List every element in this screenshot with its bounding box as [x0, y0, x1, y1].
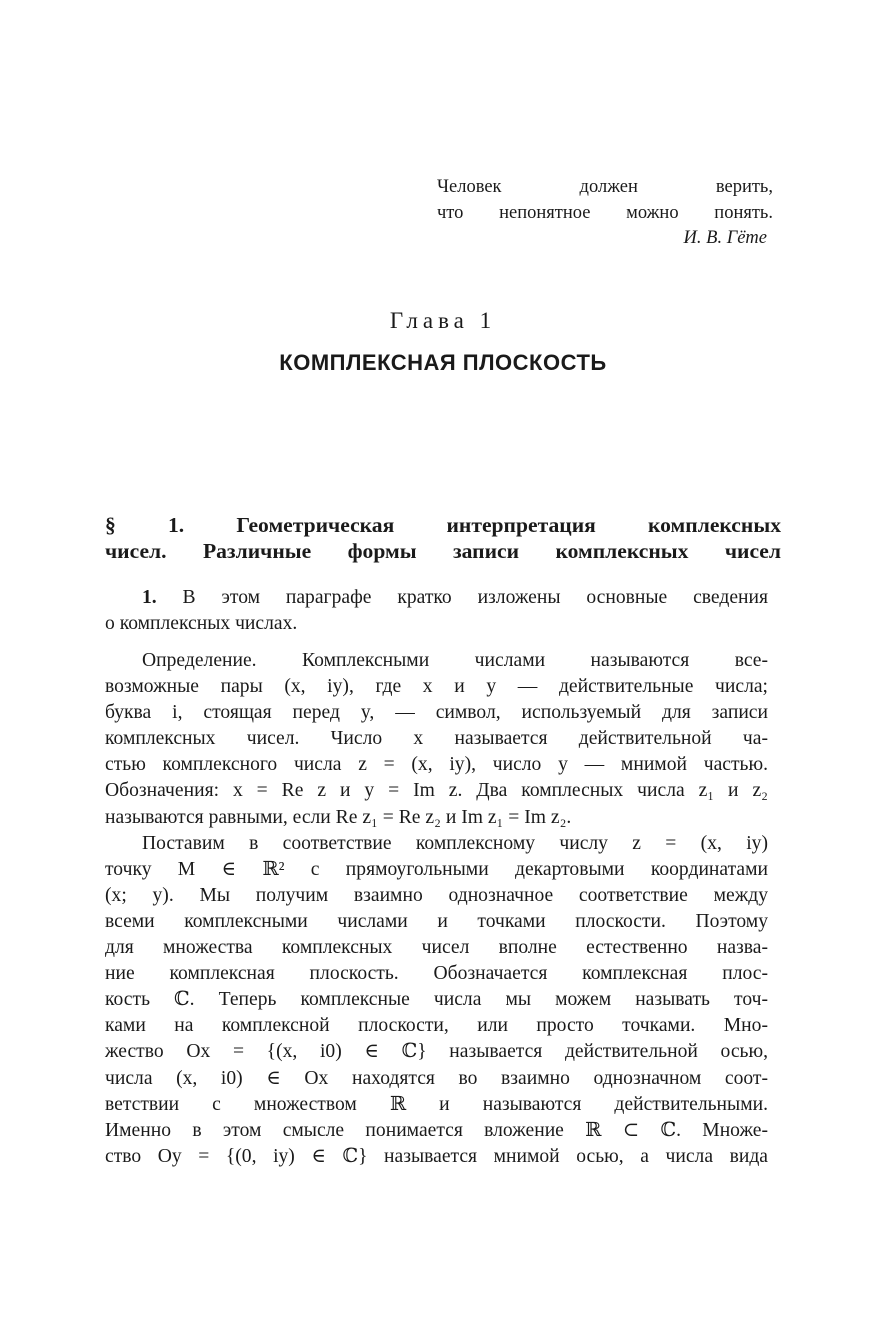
text-line — [105, 585, 768, 611]
text-line: точку M ∈ ℝ² с прямоугольными декартовыми координатами — [105, 858, 768, 880]
text-line: ство Oy = {(0, iy) ∈ ℂ} называется мнимой осью, а числа вида — [105, 1145, 768, 1167]
text-line: стью комплексного числа z = (x, iy), число y — мнимой частью. — [105, 754, 768, 776]
text-line: жество Ox = {(x, i0) ∈ ℂ} называется действительной осью, — [105, 1041, 768, 1063]
text-line: Поставим в соответствие комплексному числу z = (x, iy) — [142, 832, 768, 854]
epigraph-line: Человек должен верить, — [437, 177, 773, 197]
epigraph-author: И. В. Гёте — [683, 228, 767, 249]
text-line: ветствии с множеством ℝ и называются действительными. — [105, 1093, 768, 1115]
section-title — [105, 512, 781, 564]
chapter-label: Глава 1 — [389, 308, 497, 333]
section-title-line: чисел. Различные формы записи комплексных чисел — [105, 539, 781, 564]
epigraph-line: что непонятное можно понять. — [437, 203, 773, 224]
text-line-content: В этом параграфе кратко изложены основные сведения — [156, 587, 768, 608]
text-line: (x; y). Мы получим взаимно однозначное соответствие между — [105, 884, 768, 906]
text-line: буква i, стоящая перед y, — символ, используемый для записи — [105, 702, 768, 724]
text-line: кость ℂ. Теперь комплексные числа мы можем называть точ- — [105, 989, 768, 1011]
text-line: ние комплексная плоскость. Обозначается комплексная плос- — [105, 963, 768, 985]
paragraph-1 — [105, 585, 768, 637]
epigraph — [437, 174, 773, 251]
text-line: для множества комплексных чисел вполне естественно назва- — [105, 937, 768, 959]
text-line: числа (x, i0) ∈ Ox находятся во взаимно однозначном соот- — [105, 1067, 768, 1089]
text-line: Обозначения: x = Re z и y = Im z. Два комплесных числа z₁ и z₂ — [105, 780, 768, 802]
text-line: о комплексных числах. — [105, 613, 298, 635]
text-line: комплексных чисел. Число x называется действительной ча- — [105, 728, 768, 750]
text-line: возможные пары (x, iy), где x и y — действительные числа; — [105, 676, 768, 698]
chapter-title: КОМПЛЕКСНАЯ ПЛОСКОСТЬ — [279, 350, 607, 375]
text-line: ками на комплексной плоскости, или просто точками. Мно- — [105, 1015, 768, 1037]
text-line: называются равными, если Re z₁ = Re z₂ и Im z₁ = Im z₂. — [105, 806, 572, 828]
section-title-line: § 1. Геометрическая интерпретация комплексных — [105, 513, 781, 537]
paragraph-number: 1. — [142, 587, 157, 608]
text-line: Определение. Комплексными числами называются все- — [142, 650, 768, 671]
text-line: Именно в этом смысле понимается вложение ℝ ⊂ ℂ. Множе- — [105, 1119, 768, 1141]
paragraph-2 — [105, 648, 768, 1170]
text-line: всеми комплексными числами и точками плоскости. Поэтому — [105, 910, 768, 932]
